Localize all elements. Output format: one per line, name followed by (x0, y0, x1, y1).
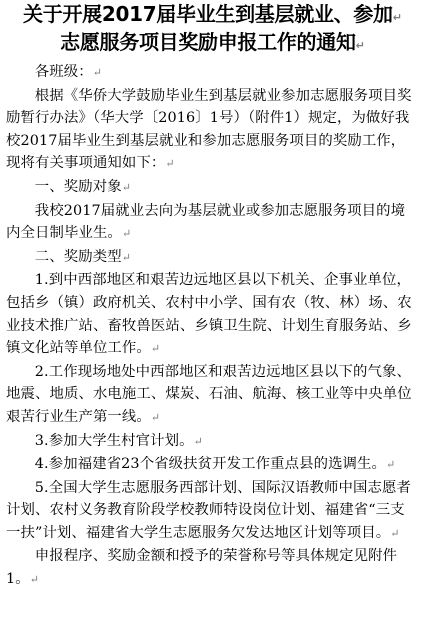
paragraph-mark: ↵ (29, 573, 39, 587)
closing-paragraph (6, 545, 419, 591)
list-item (6, 361, 419, 430)
item-4-text: 4.参加福建省23个省级扶贫开发工作重点县的选调生。 (34, 456, 387, 473)
section-2-heading (6, 246, 419, 270)
section-1-heading-text: 一、奖励对象 (34, 178, 122, 195)
paragraph-mark: ↵ (150, 342, 161, 356)
list-item (6, 453, 419, 477)
closing-text: 申报程序、奖励金额和授予的荣誉称号等具体规定见附件1。 (6, 548, 398, 588)
paragraph-mark: ↵ (392, 11, 402, 24)
item-5-text: 5.全国大学生志愿服务西部计划、国际汉语教师中国志愿者计划、农村义务教育阶段学校教师特设岗位计划、福建省“三支一扶”计划、福建省大学生志愿服务欠发达地区计划等项目。 (6, 479, 411, 541)
paragraph-mark: ↵ (121, 250, 131, 264)
item-1-text: 1.到中西部地区和艰苦边远地区县以下机关、企事业单位，包括乡（镇）政府机关、农村中小学、国有农（牧、林）场、农业技术推广站、畜牧兽医站、乡镇卫生院、计划生育服务站、乡镇文化站等单位工作。 (6, 272, 412, 357)
list-item (6, 269, 419, 360)
item-3-text: 3.参加大学生村官计划。 (34, 432, 194, 449)
paragraph-mark: ↵ (121, 180, 131, 194)
paragraph-mark: ↵ (193, 434, 203, 448)
paragraph-mark: ↵ (121, 227, 132, 241)
item-2-text: 2.工作现场地处中西部地区和艰苦边远地区县以下的气象、地震、地质、水电施工、煤炭、石油、航海、核工业等中央单位艰苦行业生产第一线。 (6, 363, 412, 425)
title-line-2: 志愿服务项目奖励申报工作的通知 (60, 30, 356, 54)
intro-paragraph (6, 85, 419, 176)
salutation-paragraph (6, 61, 419, 85)
section-1-text: 我校2017届就业去向为基层就业或参加志愿服务项目的境内全日制毕业生。 (6, 202, 406, 242)
paragraph-mark: ↵ (390, 526, 400, 540)
document-title (6, 2, 419, 58)
list-item (6, 477, 419, 546)
section-2-heading-text: 二、奖励类型 (34, 248, 122, 265)
paragraph-mark: ↵ (355, 39, 365, 52)
paragraph-mark: ↵ (150, 410, 161, 424)
list-item (6, 430, 419, 454)
intro-text: 根据《华侨大学鼓励毕业生到基层就业参加志愿服务项目奖励暂行办法》（华大学〔2016〕1号）（附件1）规定，为做好我校2017届毕业生到基层就业和参加志愿服务项目的奖励工作，现将有关事项通知如下： (6, 87, 412, 172)
title-line-1: 关于开展2017届毕业生到基层就业、参加 (23, 2, 393, 26)
section-1-paragraph (6, 200, 419, 246)
salutation: 各班级： (34, 64, 93, 80)
section-1-heading (6, 176, 419, 200)
paragraph-mark: ↵ (92, 66, 102, 79)
paragraph-mark: ↵ (386, 458, 396, 472)
paragraph-mark: ↵ (165, 157, 175, 171)
